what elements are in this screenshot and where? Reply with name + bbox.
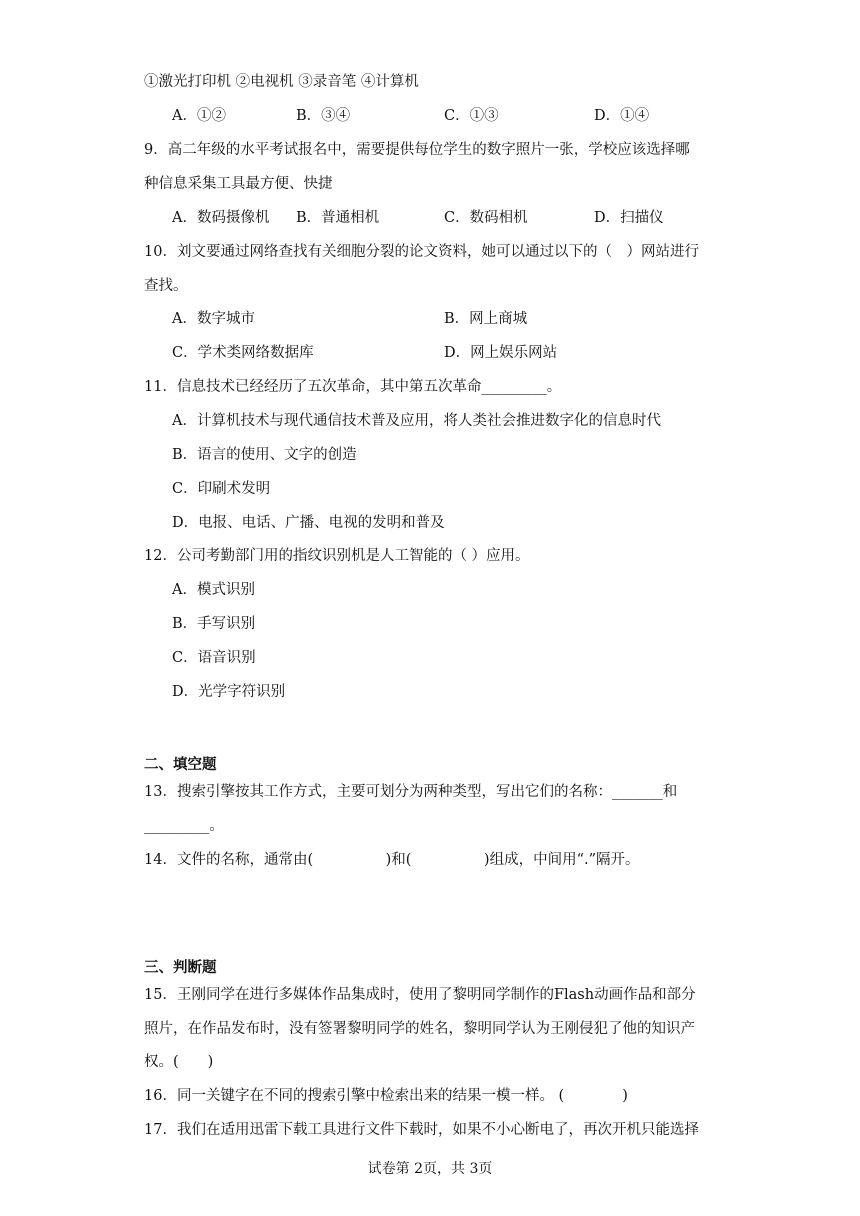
q9-stem-line2: 种信息采集工具最方便、快捷 bbox=[144, 176, 333, 192]
q11-option-d: D．电报、电话、广播、电视的发明和普及 bbox=[172, 515, 445, 531]
q11-option-b: B．语言的使用、文字的创造 bbox=[172, 447, 357, 463]
q12-option-d: D．光学字符识别 bbox=[172, 684, 286, 700]
q15-stem-line3: 权。( ) bbox=[144, 1054, 214, 1070]
q9-option-b: B．普通相机 bbox=[296, 210, 380, 226]
q11-option-c: C．印刷术发明 bbox=[172, 481, 271, 497]
q8-items: ①激光打印机 ②电视机 ③录音笔 ④计算机 bbox=[144, 74, 419, 90]
q11-stem: 11．信息技术已经经历了五次革命，其中第五次革命_________。 bbox=[144, 379, 562, 395]
q8-option-d: D．①④ bbox=[594, 108, 650, 124]
q10-option-c: C．学术类网络数据库 bbox=[172, 345, 314, 361]
q10-option-b: B．网上商城 bbox=[444, 311, 528, 327]
q8-option-a: A．①② bbox=[172, 108, 226, 124]
q10-option-d: D．网上娱乐网站 bbox=[444, 345, 558, 361]
q12-option-c: C．语音识别 bbox=[172, 650, 256, 666]
q9-option-a: A．数码摄像机 bbox=[172, 210, 270, 226]
q10-stem-line2: 查找。 bbox=[144, 278, 188, 294]
q12-option-a: A．模式识别 bbox=[172, 582, 255, 598]
page-footer: 试卷第 2页，共 3页 bbox=[367, 1161, 493, 1177]
q12-stem: 12．公司考勤部门用的指纹识别机是人工智能的（ ）应用。 bbox=[144, 548, 530, 564]
q13-stem-line1: 13．搜索引擎按其工作方式，主要可划分为两种类型，写出它们的名称：_______和 bbox=[144, 784, 678, 800]
q13-stem-line2: _________。 bbox=[144, 818, 224, 834]
q12-option-b: B．手写识别 bbox=[172, 616, 256, 632]
q15-stem-line1: 15．王刚同学在进行多媒体作品集成时，使用了黎明同学制作的Flash动画作品和部分 bbox=[144, 987, 696, 1003]
q9-option-d: D．扫描仪 bbox=[594, 210, 664, 226]
section-heading-fill-blank: 二、填空题 bbox=[144, 757, 217, 773]
q8-option-b: B．③④ bbox=[296, 108, 351, 124]
section-heading-true-false: 三、判断题 bbox=[144, 960, 217, 976]
q10-option-a: A．数字城市 bbox=[172, 311, 255, 327]
q8-option-c: C．①③ bbox=[444, 108, 499, 124]
q16-stem: 16．同一关键字在不同的搜索引擎中检索出来的结果一模一样。 ( ) bbox=[144, 1088, 628, 1104]
q9-stem-line1: 9．高二年级的水平考试报名中，需要提供每位学生的数字照片一张，学校应该选择哪 bbox=[144, 142, 690, 158]
q9-option-c: C．数码相机 bbox=[444, 210, 528, 226]
q17-stem: 17．我们在适用迅雷下载工具进行文件下载时，如果不小心断电了，再次开机只能选择 bbox=[144, 1122, 699, 1138]
q11-option-a: A．计算机技术与现代通信技术普及应用，将人类社会推进数字化的信息时代 bbox=[172, 413, 661, 429]
q10-stem-line1: 10．刘文要通过网络查找有关细胞分裂的论文资料，她可以通过以下的（ ）网站进行 bbox=[144, 244, 699, 260]
q14-stem: 14．文件的名称，通常由( )和( )组成，中间用“.”隔开。 bbox=[144, 852, 640, 868]
q15-stem-line2: 照片，在作品发布时，没有签署黎明同学的姓名，黎明同学认为王刚侵犯了他的知识产 bbox=[144, 1021, 695, 1037]
